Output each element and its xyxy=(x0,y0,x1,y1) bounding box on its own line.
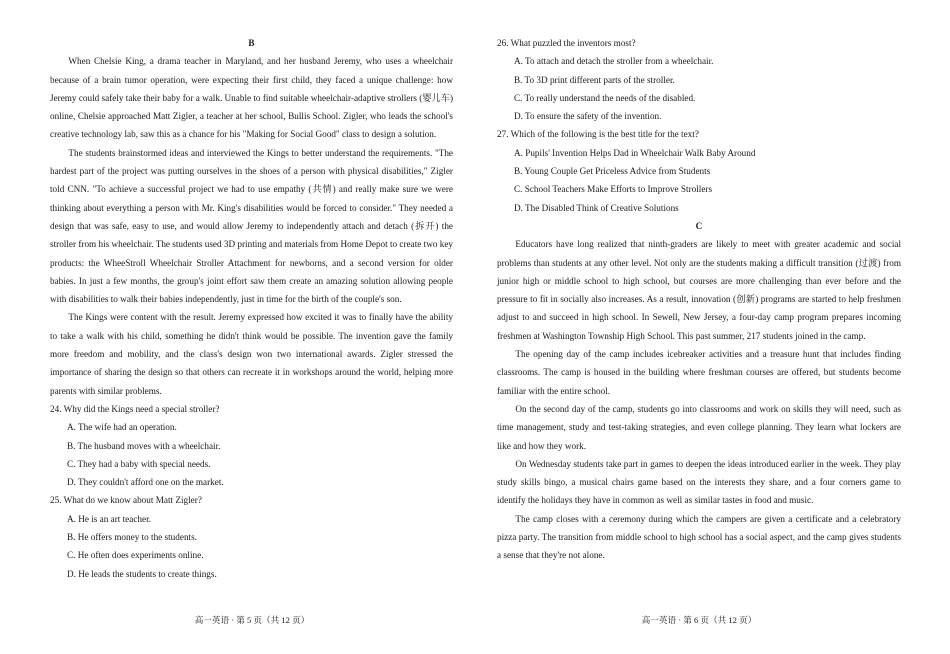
left-page xyxy=(50,34,453,583)
question-24 xyxy=(50,400,453,491)
option-c: C. He often does experiments online. xyxy=(67,550,204,561)
passage-c-paragraph-1: Educators have long realized that ninth-graders are likely to meet with greater academic and social problems than students at any other level. Not only are the students making a difficult transition (过渡) from junior high or middle school to high school, but courses are more challenging than ever before and the pressure to fit in socially also increases. As a result, innovation (创新) programs are started to help freshmen adjust to and succeed in high school. In Sewell, New Jersey, a four-day camp program prepares incoming freshmen at Washington Township High School. This past summer, 217 students joined in the camp. xyxy=(497,239,901,341)
question-stem: 26. What puzzled the inventors most? xyxy=(497,38,636,48)
question-26 xyxy=(497,34,901,125)
page-footer-right: 高一英语 · 第 6 页（共 12 页） xyxy=(641,615,757,625)
passage-c-paragraph-2: The opening day of the camp includes icebreaker activities and a treasure hunt that includes finding classrooms. The camp is housed in the building where freshman courses are offered, but students become familiar with the entire school. xyxy=(497,349,901,396)
passage-c-paragraph-5: The camp closes with a ceremony during which the campers are given a certificate and a celebratory pizza party. The transition from middle school to high school has a social aspect, and the camp gives students a sense that they're not alone. xyxy=(497,513,901,561)
option-a: A. Pupils' Invention Helps Dad in Wheelchair Walk Baby Around xyxy=(514,147,756,158)
option-d: D. He leads the students to create things. xyxy=(67,568,217,579)
passage-c-paragraph-3: On the second day of the camp, students go into classrooms and work on skills they will need, such as time management, study and test-taking strategies, and even college planning. They learn what lockers are like and how they work. xyxy=(497,403,901,451)
option-b: B. Young Couple Get Priceless Advice from Students xyxy=(514,166,711,177)
right-page xyxy=(497,34,901,565)
passage-c-paragraph-4: On Wednesday students take part in games to deepen the ideas introduced earlier in the week. They play study skills bingo, a musical chairs game based on the interests they share, and a four corners game to identify the holidays they have in common as well as similar tastes in food and music. xyxy=(497,458,901,506)
option-a: A. To attach and detach the stroller from a wheelchair. xyxy=(514,56,714,67)
passage-b-paragraph-3: The Kings were content with the result. Jeremy expressed how excited it was to finally have the ability to take a walk with his child, something he didn't think would be possible. The invention gave the family more freedom and mobility, and the class's design won two international awards. Zigler stressed the importance of sharing the design so that others can recreate it in workshops around the world, helping more parents with similar problems. xyxy=(50,312,453,396)
option-d: D. To ensure the safety of the invention. xyxy=(514,111,662,122)
question-25 xyxy=(50,491,453,582)
option-d: D. The Disabled Think of Creative Solutions xyxy=(514,202,679,213)
passage-b-paragraph-2: The students brainstormed ideas and interviewed the Kings to better understand the requirements. "The hardest part of the project was putting ourselves in the shoes of a person with physical disabilities," Zigler told CNN. "To achieve a successful project we had to use empathy (共情) and really make sure we were thinking about everything a person with Mr. King's disabilities would be forced to consider." They needed a design that was safe, easy to use, and would allow Jeremy to independently attach and detach (拆开) the stroller from his wheelchair. The students used 3D printing and materials from Home Depot to create two key products: the WheeStroll Wheelchair Stroller Attachment for newborns, and a second version for older babies. In just a few months, the group's joint effort saw them create an amazing solution allowing people with disabilities to walk their babies independently, just in time for the birth of the couple's son. xyxy=(50,147,453,305)
passage-b-paragraph-1: When Chelsie King, a drama teacher in Maryland, and her husband Jeremy, who uses a wheelchair because of a brain tumor operation, were expecting their first child, they faced a unique challenge: how Jeremy could safely take their baby for a walk. Unable to find suitable wheelchair-adaptive strollers (婴儿车) online, Chelsie approached Matt Zigler, a teacher at her school, Bullis School. Zigler, who leads the school's creative technology lab, saw this as a chance for his "Making for Social Good" class to design a solution. xyxy=(50,56,453,140)
question-stem: 24. Why did the Kings need a special stroller? xyxy=(50,403,220,414)
option-b: B. The husband moves with a wheelchair. xyxy=(67,440,221,451)
question-27 xyxy=(497,125,901,216)
question-stem: 27. Which of the following is the best title for the text? xyxy=(497,129,699,140)
option-c: C. To really understand the needs of the disabled. xyxy=(514,92,696,103)
page-footer-left: 高一英语 · 第 5 页（共 12 页） xyxy=(194,615,310,625)
section-c-heading: C xyxy=(695,220,703,231)
question-stem: 25. What do we know about Matt Zigler? xyxy=(50,495,202,506)
option-a: A. He is an art teacher. xyxy=(67,513,151,524)
option-d: D. They couldn't afford one on the market. xyxy=(67,477,224,488)
section-b-heading: B xyxy=(248,38,255,48)
option-a: A. The wife had an operation. xyxy=(67,422,177,433)
option-b: B. To 3D print different parts of the stroller. xyxy=(514,74,675,85)
option-c: C. School Teachers Make Efforts to Improve Strollers xyxy=(514,184,713,195)
option-c: C. They had a baby with special needs. xyxy=(67,458,211,469)
option-b: B. He offers money to the students. xyxy=(67,532,197,543)
